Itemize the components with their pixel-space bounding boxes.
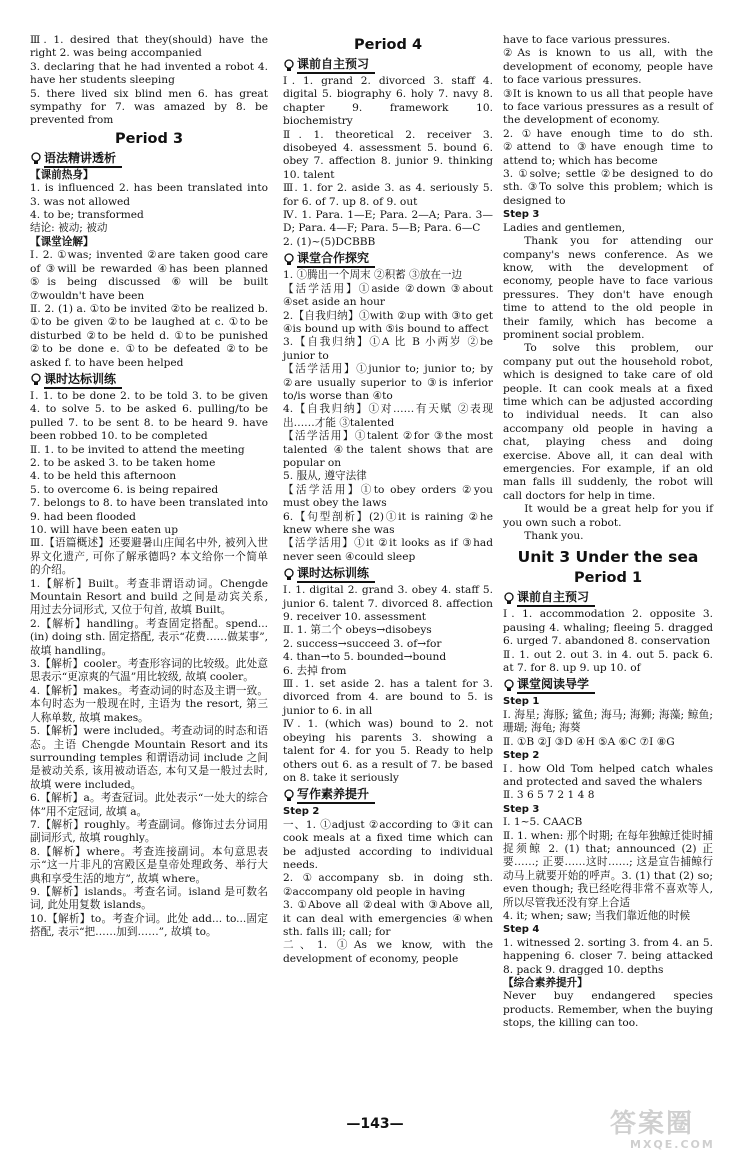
answer-line: Ⅱ. 1. 第二个 obeys→disobeys — [283, 624, 432, 637]
answer-line: 结论: 被动; 被动 — [30, 222, 108, 235]
answer-line: 7.【解析】roughly。考查副词。修饰过去分词用副词形式, 故填 roughly。 — [30, 818, 268, 845]
answer-line: ②As is known to us all, with the development of economy, people have to face various pressures. — [503, 47, 713, 87]
answer-line: have to face various pressures. — [503, 34, 671, 46]
answer-line: Ⅰ. 2. ①was; invented ②are taken good care of ③will be rewarded ④has been planned ⑤is being discussed ⑥will be built ⑦wouldn't have been — [30, 249, 268, 302]
section-heading-label: 课前自主预习 — [517, 590, 595, 607]
lightbulb-icon — [283, 59, 295, 73]
answer-line: 6.【解析】a。考查冠词。此处表示“一处大的综合体”用不定冠词, 故填 a。 — [30, 792, 268, 818]
section-heading-label: 课堂合作探究 — [297, 251, 375, 268]
answer-line: 2.【解析】handling。考查固定搭配。spend...(in) doing sth. 固定搭配, 表示“花费……做某事”, 故填 handling。 — [30, 617, 268, 657]
answer-line: Ⅱ. ①B ②J ③D ④H ⑤A ⑥C ⑦I ⑧G — [503, 735, 675, 748]
lightbulb-icon — [30, 373, 42, 387]
answer-line: Ⅱ. 2. (1) a. ①to be invited ②to be realized b. ①to be given ②to be laughed at c. ①to be disturbed ②to be held d. ①to be punished ②to be done e. ①to be defeated ②to be asked f. to have been helped — [30, 302, 268, 369]
step-label: Step 2 — [503, 750, 540, 762]
section-heading-label: 语法精讲透析 — [44, 151, 122, 168]
tag-label: 【课前热身】 — [30, 168, 94, 181]
answer-line: Ⅳ. 1. (which was) bound to 2. not obeying his parents 3. showing a talent for 4. for you 5. Ready to help others out 6. as a result of 7. be based on 8. take it seriously — [283, 718, 493, 784]
answer-line: 4. than→to 5. bounded→bound — [283, 651, 447, 664]
answer-line: Ⅰ. how Old Tom helped catch whales and protected and saved the whalers — [503, 762, 713, 788]
answer-line: 一、1. ①adjust ②according to ③it can cook meals at a fixed time which can be adjusted according to individual needs. — [283, 818, 493, 871]
answer-line: 10. will have been eaten up — [30, 524, 178, 536]
answer-line: 1.【解析】Built。考查非谓语动词。Chengde Mountain Resort and build 之间是动宾关系, 用过去分词形式, 又位于句首, 故填 Built。 — [30, 577, 268, 617]
essay-paragraph: It would be a great help for you if you own such a robot. — [503, 503, 713, 529]
section-heading — [283, 251, 493, 268]
section-heading — [283, 57, 493, 74]
answer-line: 5. there lived six blind men 6. has great sympathy for 7. was amazed by 8. be prevented from — [30, 87, 268, 127]
answer-line: 2. to be asked 3. to be taken home — [30, 456, 216, 469]
period-heading: Period 1 — [573, 570, 643, 587]
answer-line: Ⅰ. 1. digital 2. grand 3. obey 4. staff 5. junior 6. talent 7. divorced 8. affection 9. receiver 10. assessment — [283, 584, 493, 624]
answer-line: 1. is influenced 2. has been translated into 3. was not allowed — [30, 182, 268, 208]
section-heading-label: 写作素养提升 — [297, 787, 375, 804]
answer-line: 3.【自我归纳】①A 比 B 小两岁 ②be junior to — [283, 336, 493, 362]
section-heading — [503, 590, 713, 607]
answer-line: Ladies and gentlemen, — [503, 221, 626, 234]
answer-line: Ⅰ. 1. grand 2. divorced 3. staff 4. digital 5. biography 6. holy 7. navy 8. chapter 9. framework 10. biochemistry — [283, 75, 493, 128]
answer-line: 8.【解析】where。考查连接副词。本句意思表示“这一片非凡的宫殿区是皇帝处理政务、举行大典和享受生活的地方”, 故填 where。 — [30, 845, 268, 885]
section-heading-label: 课前自主预习 — [297, 57, 375, 74]
answer-line: 4. it; when; saw; 当我们靠近他的时候 — [503, 909, 691, 922]
answer-line: 2. (1)~(5)DCBBB — [283, 235, 376, 248]
answer-line: 10.【解析】to。考查介词。此处 add... to...固定搭配, 表示“把……加到……”, 故填 to。 — [30, 912, 268, 939]
step-label: Step 3 — [503, 803, 540, 815]
answer-line: 2. success→succeed 3. of→for — [283, 637, 442, 650]
tag-label: 【综合素养提升】 — [503, 977, 588, 989]
section-heading — [283, 787, 493, 804]
period-heading: Period 3 — [114, 130, 184, 147]
answer-line: Ⅰ. 1. to be done 2. to be told 3. to be given 4. to solve 5. to be asked 6. pulling/to be pulled 7. to be sent 8. to be heard 9. have been robbed 10. to be completed — [30, 389, 268, 443]
answer-line: 2. ①have enough time to do sth. ②attend to ③have enough time to attend to; which has become — [503, 127, 713, 167]
answer-line: Ⅲ. 1. for 2. aside 3. as 4. seriously 5. for 6. of 7. up 8. of 9. out — [283, 182, 493, 208]
answer-line: Ⅲ. 1. set aside 2. has a talent for 3. divorced from 4. are bound to 5. is junior to 6. in all — [283, 678, 493, 717]
section-heading-label: 课堂阅读导学 — [517, 677, 595, 694]
essay-paragraph: To solve this problem, our company put out the household robot, which is designed to take care of old people. It can cook meals at a fixed time which can be adjusted according to individual needs. It can also accompany old people in having a chat, playing chess and doing exercise. Above all, it can deal with emergencies. For example, if an old man falls ill suddenly, the robot will call doctors for help in time. — [503, 342, 713, 502]
section-heading — [503, 677, 713, 694]
answer-line: 【活学活用】①junior to; junior to; by ②are usually superior to ③is inferior to/is worse than ④to — [283, 363, 493, 402]
essay-paragraph: Thank you for attending our company's news conference. As we know, with the development of economy, people have to face various pressures. They don't have enough time to attend to the old people in their family, which has become a prominent social problem. — [503, 235, 713, 341]
answer-line: 【活学活用】①to obey orders ②you must obey the laws — [283, 483, 493, 510]
watermark-logo: 答案圈 — [610, 1109, 695, 1139]
answer-line: 9.【解析】islands。考查名词。island 是可数名词, 此处用复数 islands。 — [30, 885, 268, 912]
step-label: Step 2 — [283, 806, 320, 818]
answer-line: Ⅲ.【语篇概述】还要避暑山庄闻名中外, 被列入世界文化遗产, 可你了解承德吗? 本文给你一个简单的介绍。 — [30, 537, 268, 577]
answer-line: Never buy endangered species products. Remember, when the buying stops, the killing can too. — [503, 990, 713, 1030]
column-left — [30, 34, 268, 940]
essay-paragraph: Thank you. — [524, 530, 584, 543]
step-label: Step 1 — [503, 696, 540, 708]
answer-line: 5. 服从, 遵守法律 — [283, 470, 367, 483]
answer-line: Ⅱ. 1. out 2. out 3. in 4. out 5. pack 6. at 7. for 8. up 9. up 10. of — [503, 648, 713, 675]
step-label: Step 4 — [503, 924, 540, 936]
answer-line: 6.【句型剖析】(2)①it is raining ②he knew where she was — [283, 510, 493, 536]
lightbulb-icon — [30, 152, 42, 166]
answer-line: 7. belongs to 8. to have been translated into 9. had been flooded — [30, 497, 268, 523]
answer-line: Ⅱ. 1. when: 那个时期; 在每年独鲸迁徙时捕捉须鲸 2. (1) that; announced (2) 正要……; 正要……这时……; 这是宣告捕鲸行动马上就要开始的呼声。3. (1) that (2) so; even though; 我已经吃得非常不喜欢等人, 所以尽管我还没有穿上合适 — [503, 829, 713, 909]
column-right — [503, 34, 713, 1031]
lightbulb-icon — [503, 592, 515, 606]
answer-line: 2. ①accompany sb. in doing sth. ②accompany old people in having — [283, 872, 493, 898]
lightbulb-icon — [283, 253, 295, 267]
section-heading-label: 课时达标训练 — [297, 566, 375, 583]
unit-heading: Unit 3 Under the sea — [517, 548, 699, 567]
lightbulb-icon — [503, 679, 515, 693]
answer-line: ③It is known to us all that people have to face various pressures as a result of the development of economy. — [503, 87, 713, 127]
watermark — [610, 1110, 740, 1156]
watermark-url: MXQE.COM — [630, 1138, 715, 1151]
answer-line: 1. ①腾出一个周末 ②积蓄 ③放在一边 — [283, 269, 463, 282]
answer-line: Ⅰ. 1~5. CAACB — [503, 816, 583, 829]
step-label: Step 3 — [503, 209, 540, 221]
answer-line: 5.【解析】were included。考查动词的时态和语态。主语 Chengde Mountain Resort and its surrounding temples 和谓语动词 include 之间是被动关系, 该用被动语态, 本句又是一般过去时, 故填 were included。 — [30, 725, 268, 791]
section-heading-label: 课时达标训练 — [44, 372, 122, 389]
answer-line: 4.【自我归纳】①对……有天赋 ②表现出……才能 ③talented — [283, 403, 493, 429]
answer-line: 3. ①solve; settle ②be designed to do sth. ③To solve this problem; which is designed to — [503, 168, 713, 207]
section-heading — [30, 151, 268, 168]
answer-line: 3. declaring that he had invented a robot 4. have her students sleeping — [30, 60, 268, 87]
answer-line: 3. ①Above all ②deal with ③Above all, it can deal with emergencies ④when sth. falls ill; call; for — [283, 899, 493, 938]
column-middle — [283, 34, 493, 966]
answer-line: Ⅱ. 3 6 5 7 2 1 4 8 — [503, 789, 595, 802]
answer-line: 【活学活用】①aside ②down ③about ④set aside an hour — [283, 282, 493, 309]
lightbulb-icon — [283, 568, 295, 582]
answer-line: 4. to be; transformed — [30, 209, 144, 222]
answer-line: 6. 去掉 from — [283, 664, 347, 677]
answer-line: 5. to overcome 6. is being repaired — [30, 483, 219, 496]
lightbulb-icon — [283, 789, 295, 803]
page-number: —143— — [346, 1116, 404, 1132]
period-heading: Period 4 — [353, 37, 423, 53]
answer-line: 1. witnessed 2. sorting 3. from 4. an 5. happening 6. closer 7. being attacked 8. pack 9. dragged 10. depths — [503, 936, 713, 976]
answer-line: Ⅱ. 1. theoretical 2. receiver 3. disobeyed 4. assessment 5. bound 6. obey 7. affection 8. junior 9. thinking 10. talent — [283, 128, 493, 181]
answer-line: 二、1. ①As we know, with the development of economy, people — [283, 939, 493, 965]
answer-line: 4. to be held this afternoon — [30, 470, 177, 483]
answer-line: 【活学活用】①talent ②for ③the most talented ④the talent shows that are popular on — [283, 430, 493, 469]
answer-line: Ⅱ. 1. to be invited to attend the meeting — [30, 443, 245, 456]
answer-line: 【活学活用】①it ②it looks as if ③had never seen ④could sleep — [283, 537, 493, 563]
section-heading — [283, 566, 493, 583]
tag-label: 【课堂诠解】 — [30, 235, 94, 248]
answer-line: 4.【解析】makes。考查动词的时态及主谓一致。本句时态为一般现在时, 主语为 the resort, 第三人称单数, 故填 makes。 — [30, 684, 268, 724]
answer-line: Ⅰ. 海星; 海豚; 鲨鱼; 海马; 海狮; 海藻; 鲸鱼; 珊瑚; 海龟; 海葵 — [503, 708, 713, 735]
answer-line: Ⅳ. 1. Para. 1—E; Para. 2—A; Para. 3—D; Para. 4—F; Para. 5—B; Para. 6—C — [283, 209, 493, 235]
section-heading — [30, 372, 268, 389]
answer-line: Ⅲ. 1. desired that they(should) have the right 2. was being accompanied — [30, 34, 268, 60]
answer-line: Ⅰ. 1. accommodation 2. opposite 3. pausing 4. whaling; fleeing 5. dragged 6. urged 7. abandoned 8. conservation — [503, 608, 713, 648]
answer-line: 3.【解析】cooler。考查形容词的比较级。此处意思表示“更凉爽的气温”用比较级, 故填 cooler。 — [30, 658, 268, 684]
answer-line: 2.【自我归纳】①with ②up with ③to get ④is bound up with ⑤is bound to affect — [283, 309, 493, 335]
